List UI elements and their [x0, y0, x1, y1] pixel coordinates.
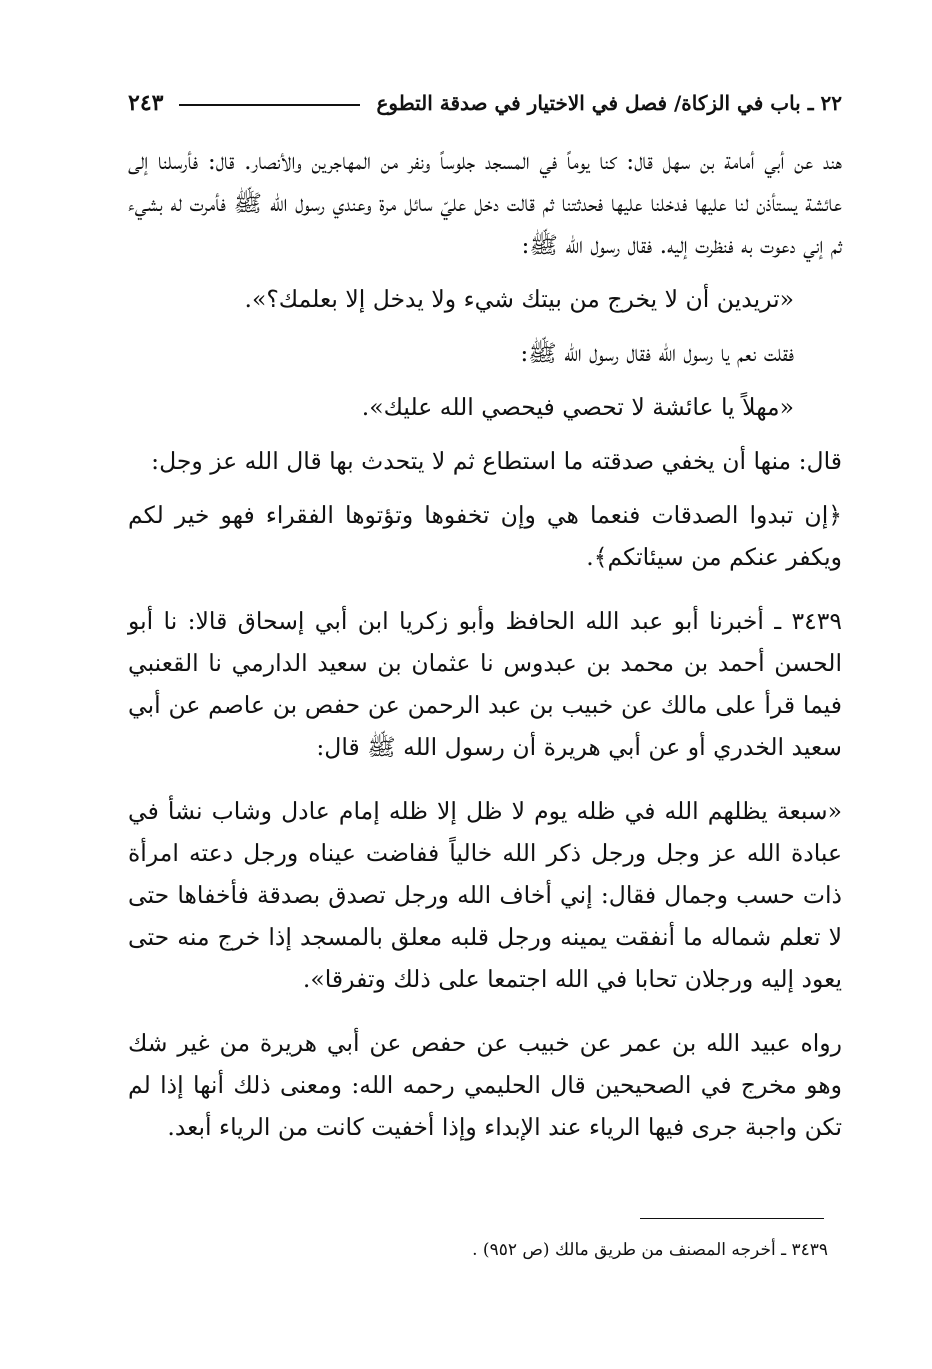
- narration-line: فقلت نعم يا رسول الله فقال رسول الله ﷺ:: [520, 339, 794, 367]
- hadith-quote: «تريدين أن لا يخرج من بيتك شيء ولا يدخل إلا بعلمك؟».: [244, 285, 794, 313]
- main-text: [128, 140, 842, 1148]
- running-header: [128, 86, 842, 120]
- footnote-rule: [640, 1218, 824, 1219]
- narration-paragraph: قال: منها أن يخفي صدقته ما استطاع ثم لا يتحدث بها قال الله عز وجل:: [151, 447, 842, 475]
- commentary-paragraph: رواه عبيد الله بن عمر عن خبيب عن حفص عن أبي هريرة من غير شك وهو مخرج في الصحيحين قال الحليمي رحمه الله: ومعنى ذلك أنها إذا لم تكن واجبة جرى فيها الرياء عند الإبداء وإذا أخفيت كانت من الرياء أبعد.: [128, 1029, 842, 1141]
- footnote: ٣٤٣٩ ـ أخرجه المصنف من طريق مالك (ص ٩٥٢) .: [472, 1240, 828, 1260]
- quran-verse: ﴿إن تبدوا الصدقات فنعما هي وإن تخفوها وتؤتوها الفقراء فهو خير لكم ويكفر عنكم من سيئاتكم﴾.: [128, 501, 842, 571]
- chapter-title: ٢٢ ـ باب في الزكاة/ فصل في الاختيار في صدقة التطوع: [376, 91, 842, 115]
- hadith-quote: «مهلاً يا عائشة لا تحصي فيحصي الله عليك».: [361, 393, 794, 421]
- header-rule: [179, 104, 360, 106]
- hadith-3439-isnad: ٣٤٣٩ ـ أخبرنا أبو عبد الله الحافظ وأبو زكريا ابن أبي إسحاق قالا: نا أبو الحسن أحمد بن محمد بن عبدوس نا عثمان بن سعيد الدارمي نا القعنبي فيما قرأ على مالك عن خبيب بن عبد الرحمن عن حفص بن عاصم عن أبي سعيد الخدري أو عن أبي هريرة أن رسول الله ﷺ قال:: [128, 607, 842, 761]
- page-number: ٢٤٣: [128, 90, 164, 116]
- narration-paragraph: هند عن أبي أمامة بن سهل قال: كنا يوماً في المسجد جلوساً ونفر من المهاجرين والأنصار. قال: فأرسلنا إلى عائشة يستأذن لنا عليها فدخلنا عليها فحدثتنا ثم قالت دخل عليّ سائل مرة وعندي رسول الله ﷺ فأمرت له بشيء ثم إني دعوت به فنظرت إليه. فقال رسول الله ﷺ:: [128, 147, 842, 259]
- hadith-3439-matn: «سبعة يظلهم الله في ظله يوم لا ظل إلا ظله إمام عادل وشاب نشأ في عبادة الله عز وجل ورجل ذكر الله خالياً ففاضت عيناه ورجل دعته امرأة ذات حسب وجمال فقال: إني أخاف الله ورجل تصدق بصدقة فأخفاها حتى لا تعلم شماله ما أنفقت يمينه ورجل قلبه معلق بالمسجد إذا خرج منه حتى يعود إليه ورجلان تحابا في الله اجتمعا على ذلك وتفرقا».: [128, 797, 842, 993]
